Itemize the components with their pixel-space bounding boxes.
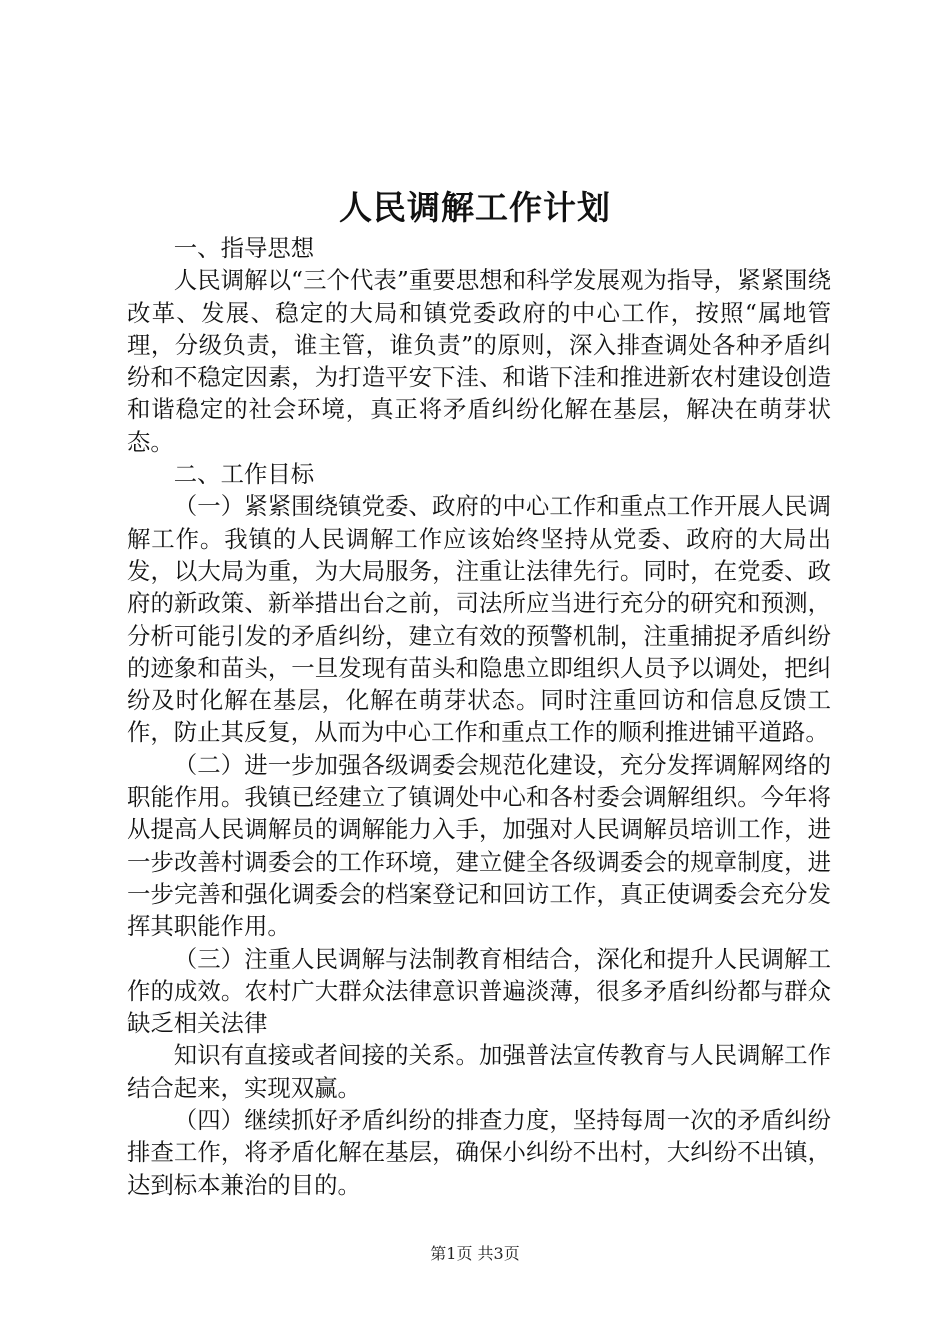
paragraph-goal-3: （三）注重人民调解与法制教育相结合，深化和提升人民调解工作的成效。农村广大群众法律意识普遍淡薄，很多矛盾纠纷都与群众缺乏相关法律	[127, 944, 831, 1038]
document-title: 人民调解工作计划	[339, 188, 611, 227]
section-heading-guiding-thought: 一、指导思想	[173, 234, 315, 262]
paragraph-goal-2: （二）进一步加强各级调委会规范化建设，充分发挥调解网络的职能作用。我镇已经建立了镇调处中心和各村委会调解组织。今年将从提高人民调解员的调解能力入手，加强对人民调解员培训工作，进一步改善村调委会的工作环境，建立健全各级调委会的规章制度，进一步完善和强化调委会的档案登记和回访工作，真正使调委会充分发挥其职能作用。	[127, 750, 831, 941]
paragraph-goal-4: （四）继续抓好矛盾纠纷的排查力度，坚持每周一次的矛盾纠纷排查工作，将矛盾化解在基层，确保小纠纷不出村，大纠纷不出镇，达到标本兼治的目的。	[127, 1106, 831, 1199]
document-body	[127, 232, 831, 1201]
page-footer: 第1页 共3页	[430, 1244, 520, 1263]
paragraph-goal-1: （一）紧紧围绕镇党委、政府的中心工作和重点工作开展人民调解工作。我镇的人民调解工作应该始终坚持从党委、政府的大局出发，以大局为重，为大局服务，注重让法律先行。同时，在党委、政府的新政策、新举措出台之前，司法所应当进行充分的研究和预测，分析可能引发的矛盾纠纷，建立有效的预警机制，注重捕捉矛盾纠纷的迹象和苗头，一旦发现有苗头和隐患立即组织人员予以调处，把纠纷及时化解在基层，化解在萌芽状态。同时注重回访和信息反馈工作，防止其反复，从而为中心工作和重点工作的顺利推进铺平道路。	[127, 492, 831, 747]
paragraph-guiding-thought: 人民调解以“三个代表”重要思想和科学发展观为指导，紧紧围绕改革、发展、稳定的大局和镇党委政府的中心工作，按照“属地管理，分级负责，谁主管，谁负责”的原则，深入排查调处各种矛盾纠纷和不稳定因素，为打造平安下洼、和谐下洼和推进新农村建设创造和谐稳定的社会环境，真正将矛盾纠纷化解在基层，解决在萌芽状态。	[127, 266, 831, 456]
paragraph-goal-3-continued: 知识有直接或者间接的关系。加强普法宣传教育与人民调解工作结合起来，实现双赢。	[127, 1041, 831, 1102]
section-heading-work-goals: 二、工作目标	[173, 460, 315, 489]
